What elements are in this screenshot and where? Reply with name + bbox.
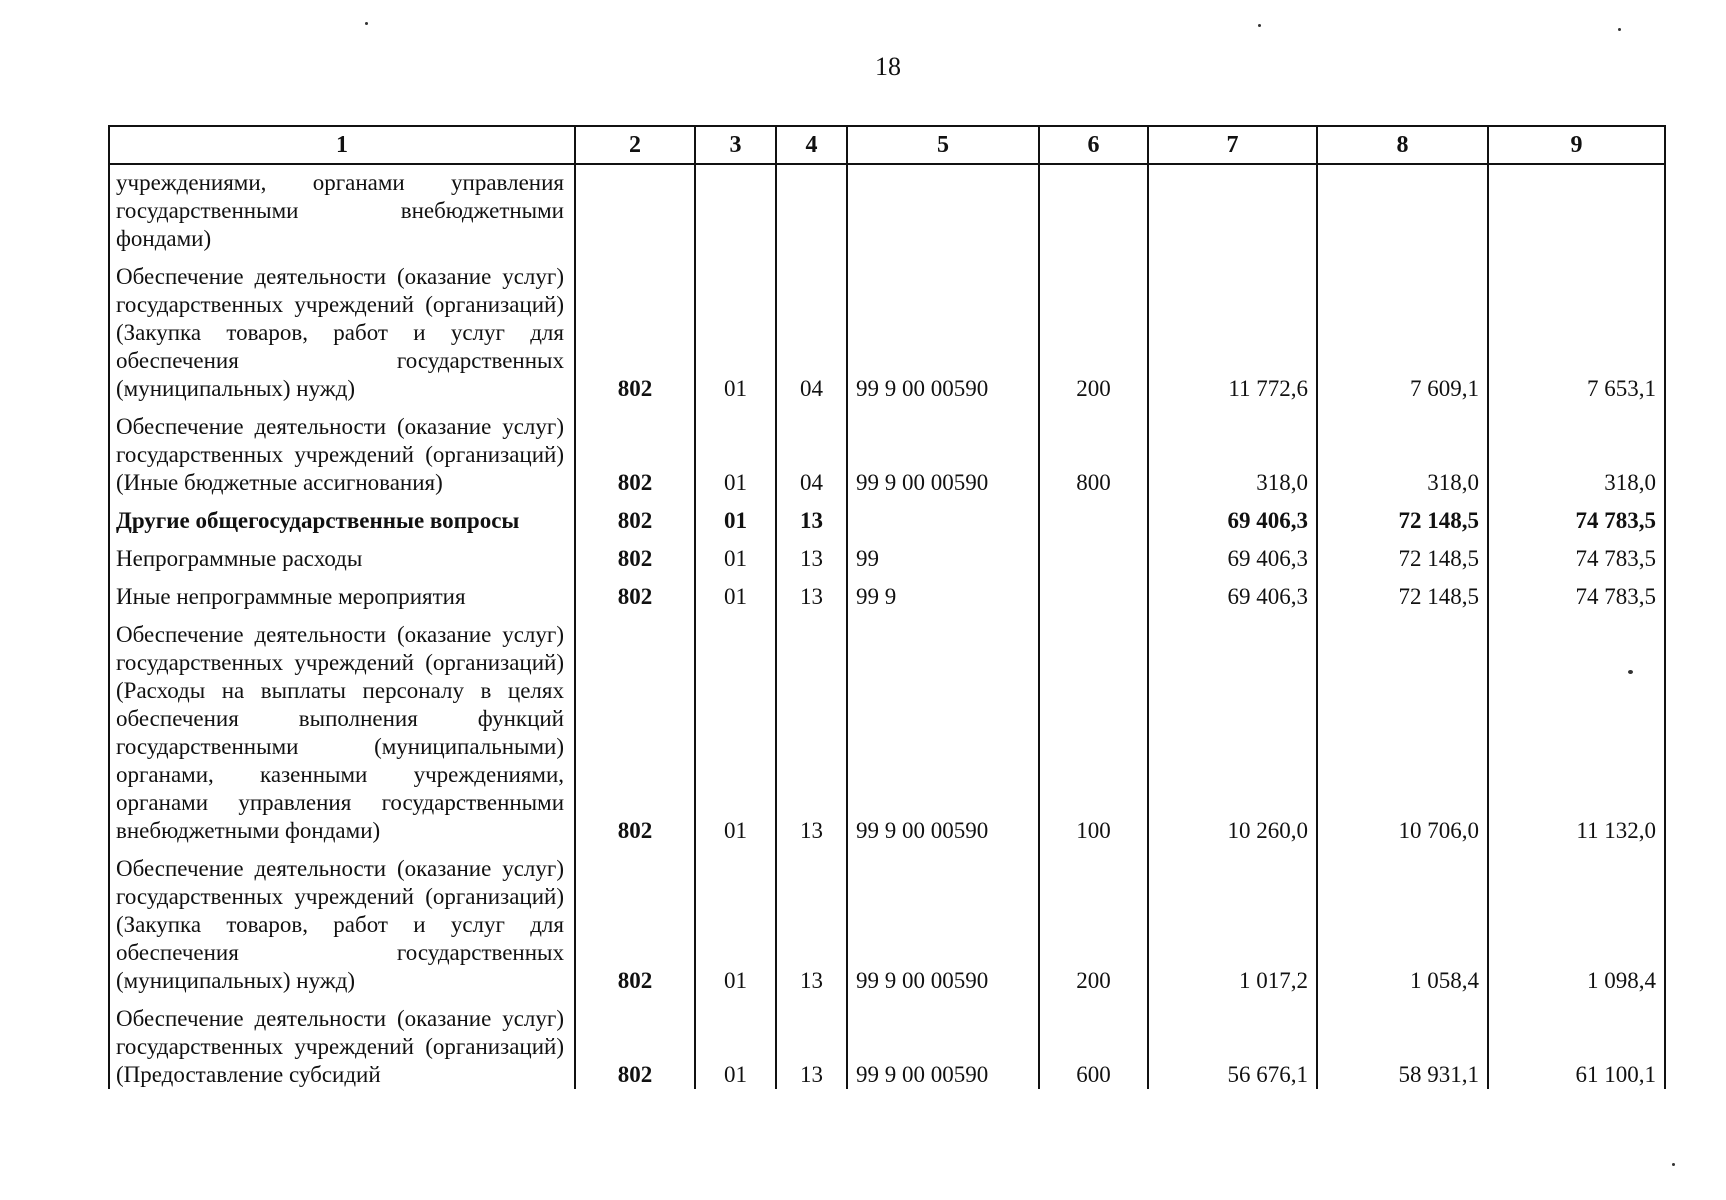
cell-c2: 802 <box>575 617 695 851</box>
cell-c5: 99 9 <box>847 579 1039 617</box>
header-col-6: 6 <box>1039 126 1148 164</box>
cell-c5: 99 9 00 00590 <box>847 851 1039 1001</box>
cell-c4: 13 <box>776 1001 847 1089</box>
cell-c8: 58 931,1 <box>1317 1001 1488 1089</box>
table-row <box>109 164 1665 259</box>
header-col-3: 3 <box>695 126 776 164</box>
cell-c2: 802 <box>575 851 695 1001</box>
table-row <box>109 1001 1665 1089</box>
cell-c5: 99 9 00 00590 <box>847 259 1039 409</box>
row-description: Обеспечение деятельности (оказание услуг) государственных учреждений (организаций) (Закупка товаров, работ и услуг для обеспечения государственных (муниципальных) нужд) <box>109 851 575 1001</box>
budget-table <box>108 125 1666 1089</box>
scan-speck <box>1618 28 1621 31</box>
cell-c7: 56 676,1 <box>1148 1001 1317 1089</box>
page-number: 18 <box>875 52 901 81</box>
cell-c6: 200 <box>1039 259 1148 409</box>
cell-c2: 802 <box>575 503 695 541</box>
cell-c5 <box>847 164 1039 259</box>
cell-c6: 100 <box>1039 617 1148 851</box>
cell-c7: 1 017,2 <box>1148 851 1317 1001</box>
row-description: Обеспечение деятельности (оказание услуг) государственных учреждений (организаций) (Расходы на выплаты персоналу в целях обеспечения выполнения функций государственными (муниципальными) органами, казенными учреждениями, органами управления государственными внебюджетными фондами) <box>109 617 575 851</box>
cell-c4: 13 <box>776 617 847 851</box>
row-description: учреждениями, органами управления государственными внебюджетными фондами) <box>109 164 575 259</box>
cell-c6: 600 <box>1039 1001 1148 1089</box>
header-col-1: 1 <box>109 126 575 164</box>
cell-c5 <box>847 503 1039 541</box>
cell-c5: 99 9 00 00590 <box>847 617 1039 851</box>
cell-c6 <box>1039 541 1148 579</box>
cell-c9: 1 098,4 <box>1488 851 1665 1001</box>
cell-c4: 13 <box>776 541 847 579</box>
cell-c2: 802 <box>575 259 695 409</box>
cell-c8: 7 609,1 <box>1317 259 1488 409</box>
cell-c9: 74 783,5 <box>1488 503 1665 541</box>
cell-c6: 200 <box>1039 851 1148 1001</box>
row-description: Непрограммные расходы <box>109 541 575 579</box>
cell-c4: 04 <box>776 259 847 409</box>
cell-c2: 802 <box>575 541 695 579</box>
cell-c8: 10 706,0 <box>1317 617 1488 851</box>
header-col-9: 9 <box>1488 126 1665 164</box>
cell-c8: 1 058,4 <box>1317 851 1488 1001</box>
cell-c8: 72 148,5 <box>1317 541 1488 579</box>
header-col-2: 2 <box>575 126 695 164</box>
cell-c7: 69 406,3 <box>1148 579 1317 617</box>
table-row <box>109 409 1665 503</box>
cell-c9: 11 132,0 <box>1488 617 1665 851</box>
cell-c9: 61 100,1 <box>1488 1001 1665 1089</box>
table-row <box>109 541 1665 579</box>
scan-speck <box>365 22 368 25</box>
row-description: Обеспечение деятельности (оказание услуг) государственных учреждений (организаций) (Закупка товаров, работ и услуг для обеспечения государственных (муниципальных) нужд) <box>109 259 575 409</box>
cell-c6 <box>1039 579 1148 617</box>
cell-c5: 99 9 00 00590 <box>847 409 1039 503</box>
cell-c2: 802 <box>575 409 695 503</box>
cell-c7: 318,0 <box>1148 409 1317 503</box>
cell-c4: 13 <box>776 503 847 541</box>
row-description: Обеспечение деятельности (оказание услуг) государственных учреждений (организаций) (Иные бюджетные ассигнования) <box>109 409 575 503</box>
cell-c2 <box>575 164 695 259</box>
header-col-5: 5 <box>847 126 1039 164</box>
cell-c8: 318,0 <box>1317 409 1488 503</box>
cell-c5: 99 <box>847 541 1039 579</box>
cell-c7: 69 406,3 <box>1148 503 1317 541</box>
cell-c6 <box>1039 503 1148 541</box>
cell-c9: 74 783,5 <box>1488 541 1665 579</box>
row-description: Обеспечение деятельности (оказание услуг) государственных учреждений (организаций) (Предоставление субсидий <box>109 1001 575 1089</box>
header-col-8: 8 <box>1317 126 1488 164</box>
row-description: Другие общегосударственные вопросы <box>109 503 575 541</box>
cell-c4 <box>776 164 847 259</box>
header-col-7: 7 <box>1148 126 1317 164</box>
cell-c8 <box>1317 164 1488 259</box>
cell-c4: 13 <box>776 851 847 1001</box>
header-col-4: 4 <box>776 126 847 164</box>
cell-c3: 01 <box>695 579 776 617</box>
row-description: Иные непрограммные мероприятия <box>109 579 575 617</box>
cell-c7 <box>1148 164 1317 259</box>
table-row <box>109 259 1665 409</box>
table-row <box>109 579 1665 617</box>
cell-c3: 01 <box>695 503 776 541</box>
table-row <box>109 617 1665 851</box>
cell-c3: 01 <box>695 1001 776 1089</box>
cell-c9: 318,0 <box>1488 409 1665 503</box>
scan-speck <box>1672 1163 1675 1166</box>
cell-c2: 802 <box>575 579 695 617</box>
cell-c9 <box>1488 164 1665 259</box>
cell-c4: 04 <box>776 409 847 503</box>
cell-c6 <box>1039 164 1148 259</box>
cell-c3: 01 <box>695 617 776 851</box>
cell-c6: 800 <box>1039 409 1148 503</box>
cell-c7: 10 260,0 <box>1148 617 1317 851</box>
cell-c7: 69 406,3 <box>1148 541 1317 579</box>
cell-c5: 99 9 00 00590 <box>847 1001 1039 1089</box>
cell-c9: 7 653,1 <box>1488 259 1665 409</box>
table-row <box>109 851 1665 1001</box>
cell-c3 <box>695 164 776 259</box>
cell-c8: 72 148,5 <box>1317 503 1488 541</box>
cell-c3: 01 <box>695 541 776 579</box>
cell-c3: 01 <box>695 851 776 1001</box>
cell-c4: 13 <box>776 579 847 617</box>
cell-c3: 01 <box>695 259 776 409</box>
cell-c7: 11 772,6 <box>1148 259 1317 409</box>
table-row-section <box>109 503 1665 541</box>
cell-c9: 74 783,5 <box>1488 579 1665 617</box>
cell-c2: 802 <box>575 1001 695 1089</box>
header-row <box>109 126 1665 164</box>
cell-c8: 72 148,5 <box>1317 579 1488 617</box>
scan-speck <box>1258 24 1261 27</box>
cell-c3: 01 <box>695 409 776 503</box>
